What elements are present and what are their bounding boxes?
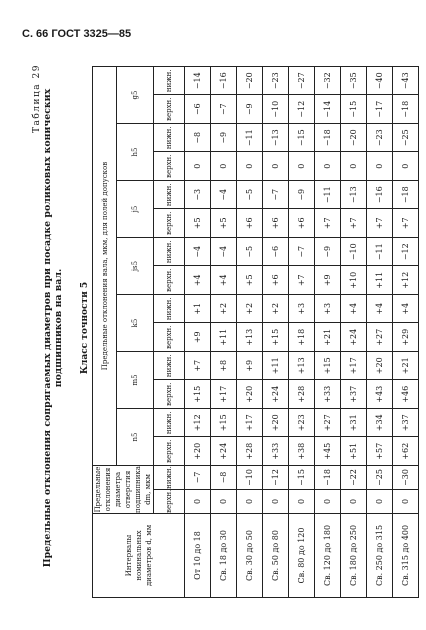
shaft-deviation-cell: +6	[263, 209, 289, 238]
shaft-deviation-cell: −15	[289, 124, 315, 153]
range-cell: От 10 до 18	[185, 514, 211, 598]
bore-lower-cell: −10	[237, 466, 263, 490]
shaft-deviation-cell: +24	[263, 380, 289, 409]
shaft-deviation-cell: +20	[237, 380, 263, 409]
shaft-deviation-cell: +5	[237, 266, 263, 295]
bore-lower-cell: −30	[393, 466, 419, 490]
shaft-lower-header: нижн.	[154, 295, 185, 324]
shaft-deviation-cell: +7	[289, 266, 315, 295]
shaft-lower-header: нижн.	[154, 124, 185, 153]
shaft-deviation-cell: +17	[211, 380, 237, 409]
shaft-deviation-cell: 0	[393, 152, 419, 181]
shaft-deviation-cell: +33	[263, 437, 289, 466]
shaft-upper-header: верхн.	[154, 152, 185, 181]
shaft-deviation-cell: +7	[315, 209, 341, 238]
shaft-deviation-cell: −7	[211, 95, 237, 124]
shaft-deviation-cell: +3	[315, 295, 341, 324]
shaft-upper-header: верхн.	[154, 437, 185, 466]
shaft-deviation-cell: +9	[237, 352, 263, 381]
bore-upper-cell: 0	[289, 490, 315, 514]
table-row	[341, 67, 367, 598]
field-header: n5	[117, 409, 154, 466]
shaft-deviation-cell: −23	[263, 67, 289, 96]
shaft-deviation-cell: +7	[185, 352, 211, 381]
shaft-deviation-cell: −18	[393, 95, 419, 124]
shaft-deviation-cell: −27	[289, 67, 315, 96]
shaft-deviation-cell: +7	[393, 209, 419, 238]
shaft-deviation-cell: +1	[185, 295, 211, 324]
shaft-deviation-cell: −14	[185, 67, 211, 96]
shaft-deviation-cell: +6	[289, 209, 315, 238]
bore-upper-cell: 0	[341, 490, 367, 514]
shaft-deviation-cell: +21	[315, 323, 341, 352]
shaft-deviation-cell: −7	[263, 181, 289, 210]
shaft-deviation-cell: +15	[185, 380, 211, 409]
table-row	[237, 67, 263, 598]
bore-lower-cell: −12	[263, 466, 289, 490]
shaft-lower-header: нижн.	[154, 409, 185, 438]
shaft-header: Предельные отклонения вала, мкм, для полей допусков	[93, 67, 117, 466]
shaft-deviation-cell: −10	[341, 238, 367, 267]
bore-lower-cell: −15	[289, 466, 315, 490]
shaft-deviation-cell: −9	[211, 124, 237, 153]
table-row	[289, 67, 315, 598]
shaft-deviation-cell: −3	[185, 181, 211, 210]
shaft-deviation-cell: 0	[237, 152, 263, 181]
shaft-deviation-cell: +12	[185, 409, 211, 438]
field-header: k5	[117, 295, 154, 352]
shaft-deviation-cell: 0	[315, 152, 341, 181]
shaft-deviation-cell: −4	[185, 238, 211, 267]
shaft-deviation-cell: +4	[211, 266, 237, 295]
shaft-deviation-cell: −11	[237, 124, 263, 153]
shaft-deviation-cell: −43	[393, 67, 419, 96]
shaft-deviation-cell: +11	[263, 352, 289, 381]
shaft-deviation-cell: +21	[393, 352, 419, 381]
table-body	[185, 67, 419, 598]
shaft-deviation-cell: +4	[341, 295, 367, 324]
shaft-deviation-cell: −11	[315, 181, 341, 210]
shaft-deviation-cell: +4	[393, 295, 419, 324]
shaft-deviation-cell: −25	[393, 124, 419, 153]
shaft-deviation-cell: +6	[237, 209, 263, 238]
shaft-upper-header: верхн.	[154, 380, 185, 409]
shaft-deviation-cell: +34	[367, 409, 393, 438]
shaft-deviation-cell: 0	[211, 152, 237, 181]
bore-lower-header: нижн.	[154, 466, 185, 490]
shaft-deviation-cell: −11	[367, 238, 393, 267]
shaft-deviation-cell: +37	[341, 380, 367, 409]
shaft-deviation-cell: +33	[315, 380, 341, 409]
field-header: m5	[117, 352, 154, 409]
shaft-deviation-cell: +20	[263, 409, 289, 438]
shaft-deviation-cell: −4	[211, 238, 237, 267]
shaft-deviation-cell: +29	[393, 323, 419, 352]
shaft-deviation-cell: −14	[315, 95, 341, 124]
bore-header: Предельные отклонения диаметра отверстия подшипника dm, мкм	[94, 466, 152, 513]
shaft-deviation-cell: +20	[367, 352, 393, 381]
shaft-deviation-cell: +17	[341, 352, 367, 381]
shaft-deviation-cell: +24	[211, 437, 237, 466]
shaft-deviation-cell: +17	[237, 409, 263, 438]
shaft-deviation-cell: +45	[315, 437, 341, 466]
shaft-upper-header: верхн.	[154, 323, 185, 352]
shaft-deviation-cell: −18	[393, 181, 419, 210]
shaft-deviation-cell: −5	[237, 181, 263, 210]
shaft-deviation-cell: +18	[289, 323, 315, 352]
shaft-deviation-cell: +15	[211, 409, 237, 438]
range-cell: Св. 120 до 180	[315, 514, 341, 598]
range-cell: Св. 80 до 120	[289, 514, 315, 598]
shaft-deviation-cell: −10	[263, 95, 289, 124]
table-row	[263, 67, 289, 598]
shaft-deviation-cell: +13	[237, 323, 263, 352]
bore-upper-cell: 0	[185, 490, 211, 514]
shaft-deviation-cell: −8	[185, 124, 211, 153]
range-cell: Св. 30 до 50	[237, 514, 263, 598]
table-label: Таблица 29	[32, 64, 42, 133]
bore-lower-cell: −7	[185, 466, 211, 490]
shaft-deviation-cell: +28	[237, 437, 263, 466]
table-subtitle: Класс точности 5	[80, 281, 90, 375]
table-row	[211, 67, 237, 598]
shaft-deviation-cell: −13	[263, 124, 289, 153]
shaft-deviation-cell: −4	[211, 181, 237, 210]
shaft-deviation-cell: +2	[237, 295, 263, 324]
shaft-deviation-cell: +24	[341, 323, 367, 352]
shaft-deviation-cell: +62	[393, 437, 419, 466]
shaft-deviation-cell: +7	[367, 209, 393, 238]
shaft-deviation-cell: +46	[393, 380, 419, 409]
shaft-deviation-cell: −6	[185, 95, 211, 124]
field-header: j5	[117, 181, 154, 238]
shaft-deviation-cell: +28	[289, 380, 315, 409]
shaft-deviation-cell: +3	[289, 295, 315, 324]
shaft-deviation-cell: +20	[185, 437, 211, 466]
shaft-deviation-cell: −9	[237, 95, 263, 124]
bore-upper-cell: 0	[211, 490, 237, 514]
shaft-deviation-cell: +11	[367, 266, 393, 295]
shaft-lower-header: нижн.	[154, 67, 185, 96]
shaft-deviation-cell: +57	[367, 437, 393, 466]
shaft-deviation-cell: +43	[367, 380, 393, 409]
shaft-deviation-cell: +7	[341, 209, 367, 238]
table-row	[367, 67, 393, 598]
field-header: h5	[117, 124, 154, 181]
shaft-deviation-cell: +6	[263, 266, 289, 295]
bore-upper-header: верхн.	[154, 490, 185, 514]
shaft-deviation-cell: +51	[341, 437, 367, 466]
page-header: С. 66 ГОСТ 3325—85	[22, 28, 132, 40]
shaft-deviation-cell: −35	[341, 67, 367, 96]
shaft-deviation-cell: +15	[315, 352, 341, 381]
bore-lower-cell: −8	[211, 466, 237, 490]
shaft-deviation-cell: −17	[367, 95, 393, 124]
rotated-table-block	[30, 58, 410, 598]
shaft-deviation-cell: +37	[393, 409, 419, 438]
table-row	[393, 67, 419, 598]
shaft-deviation-cell: +23	[289, 409, 315, 438]
bore-lower-cell: −25	[367, 466, 393, 490]
shaft-deviation-cell: −5	[237, 238, 263, 267]
shaft-deviation-cell: +4	[367, 295, 393, 324]
shaft-lower-header: нижн.	[154, 238, 185, 267]
shaft-deviation-cell: +27	[367, 323, 393, 352]
shaft-deviation-cell: +9	[185, 323, 211, 352]
shaft-deviation-cell: 0	[289, 152, 315, 181]
table-title: Предельные отклонения сопрягаемых диаметров при посадке роликовых конических подшипников на вал.	[42, 88, 64, 568]
bore-upper-cell: 0	[237, 490, 263, 514]
shaft-deviation-cell: +27	[315, 409, 341, 438]
shaft-upper-header: верхн.	[154, 209, 185, 238]
shaft-deviation-cell: −9	[289, 181, 315, 210]
shaft-deviation-cell: +11	[211, 323, 237, 352]
shaft-deviation-cell: 0	[263, 152, 289, 181]
shaft-deviation-cell: +5	[211, 209, 237, 238]
shaft-deviation-cell: +2	[211, 295, 237, 324]
shaft-deviation-cell: +12	[393, 266, 419, 295]
shaft-deviation-cell: +5	[185, 209, 211, 238]
shaft-deviation-cell: +4	[185, 266, 211, 295]
shaft-upper-header: верхн.	[154, 266, 185, 295]
shaft-deviation-cell: +8	[211, 352, 237, 381]
shaft-deviation-cell: −9	[315, 238, 341, 267]
shaft-deviation-cell: −7	[289, 238, 315, 267]
intervals-header: Интервалы номинальных диаметров d, мм	[93, 514, 185, 598]
table-row	[315, 67, 341, 598]
shaft-deviation-cell: −40	[367, 67, 393, 96]
shaft-deviation-cell: +15	[263, 323, 289, 352]
shaft-deviation-cell: −6	[263, 238, 289, 267]
bore-upper-cell: 0	[367, 490, 393, 514]
shaft-deviation-cell: 0	[367, 152, 393, 181]
shaft-deviation-cell: −20	[341, 124, 367, 153]
field-header: g5	[117, 67, 154, 124]
shaft-deviation-cell: −32	[315, 67, 341, 96]
shaft-deviation-cell: +9	[315, 266, 341, 295]
shaft-deviation-cell: +13	[289, 352, 315, 381]
bore-upper-cell: 0	[393, 490, 419, 514]
shaft-deviation-cell: −16	[211, 67, 237, 96]
table-row	[185, 67, 211, 598]
shaft-deviation-cell: −16	[367, 181, 393, 210]
shaft-lower-header: нижн.	[154, 181, 185, 210]
shaft-deviation-cell: +10	[341, 266, 367, 295]
shaft-deviation-cell: 0	[341, 152, 367, 181]
shaft-deviation-cell: −15	[341, 95, 367, 124]
shaft-deviation-cell: +31	[341, 409, 367, 438]
bore-upper-cell: 0	[263, 490, 289, 514]
range-cell: Св. 50 до 80	[263, 514, 289, 598]
tolerance-table	[92, 66, 419, 598]
shaft-deviation-cell: +2	[263, 295, 289, 324]
field-header: js5	[117, 238, 154, 295]
range-cell: Св. 180 до 250	[341, 514, 367, 598]
shaft-deviation-cell: −12	[393, 238, 419, 267]
bore-upper-cell: 0	[315, 490, 341, 514]
shaft-deviation-cell: −20	[237, 67, 263, 96]
shaft-deviation-cell: −13	[341, 181, 367, 210]
shaft-deviation-cell: 0	[185, 152, 211, 181]
shaft-lower-header: нижн.	[154, 352, 185, 381]
bore-lower-cell: −22	[341, 466, 367, 490]
range-cell: Св. 315 до 400	[393, 514, 419, 598]
range-cell: Св. 250 до 315	[367, 514, 393, 598]
shaft-deviation-cell: +38	[289, 437, 315, 466]
shaft-deviation-cell: −23	[367, 124, 393, 153]
shaft-deviation-cell: −12	[289, 95, 315, 124]
shaft-deviation-cell: −18	[315, 124, 341, 153]
range-cell: Св. 18 до 30	[211, 514, 237, 598]
bore-lower-cell: −18	[315, 466, 341, 490]
shaft-upper-header: верхн.	[154, 95, 185, 124]
